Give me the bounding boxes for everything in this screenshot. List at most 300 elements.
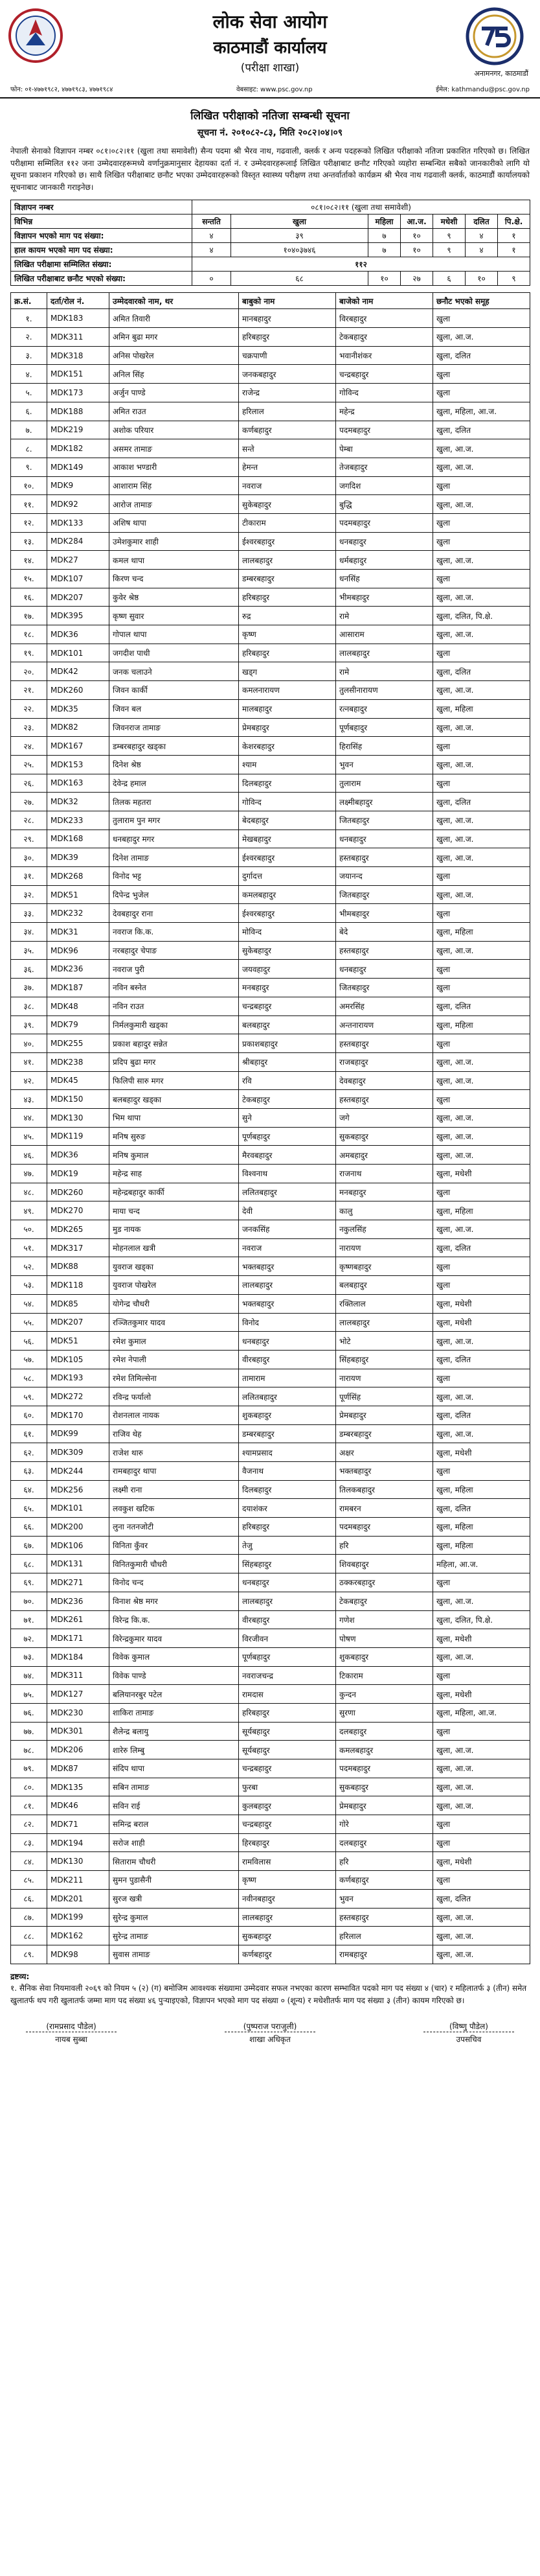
father-name-cell: चन्द्रबहादुर (239, 997, 336, 1015)
grandfather-name-cell: तुलसीनारायण (336, 681, 433, 700)
father-name-cell: डम्बरबहादुर (239, 1424, 336, 1443)
grandfather-name-cell: पूर्णसिंह (336, 1387, 433, 1406)
group-cell: खुला, दलित (433, 421, 530, 439)
candidate-name-cell: विनिता कुँवर (109, 1536, 239, 1555)
table-row (11, 588, 530, 607)
table-row (11, 662, 530, 681)
group-cell: खुला, दलित (433, 1499, 530, 1518)
roll-number-cell: MDK244 (47, 1462, 109, 1481)
candidate-name-cell: नविन राउत (109, 997, 239, 1015)
father-name-cell: तेजु (239, 1536, 336, 1555)
father-name-cell: भक्तबहादुर (239, 1257, 336, 1276)
group-cell: खुला, दलित (433, 793, 530, 811)
candidate-name-cell: अनिस पोखरेल (109, 346, 239, 365)
table-row (11, 1220, 530, 1239)
serial-cell: ३१. (11, 867, 47, 886)
group-cell: खुला (433, 1183, 530, 1201)
table-row (11, 1183, 530, 1201)
serial-cell: ४०. (11, 1034, 47, 1053)
roll-number-cell: MDK135 (47, 1778, 109, 1796)
group-cell: खुला (433, 476, 530, 495)
group-cell: खुला (433, 1369, 530, 1387)
serial-cell: ३९. (11, 1015, 47, 1034)
group-cell: खुला, आ.ज. (433, 681, 530, 700)
summary-ad-label: विज्ञापन नम्बर (11, 200, 192, 215)
table-row (11, 1666, 530, 1685)
signature-1 (26, 2021, 117, 2045)
table-row (11, 309, 530, 328)
table-row (11, 774, 530, 793)
father-name-cell: नवराज (239, 476, 336, 495)
grandfather-name-cell: हस्तबहादुर (336, 941, 433, 960)
group-cell: खुला, महिला, आ.ज. (433, 1703, 530, 1722)
candidate-name-cell: प्रदिप बुढा मगर (109, 1052, 239, 1071)
grandfather-name-cell: पदमबहादुर (336, 513, 433, 532)
serial-cell: ७५. (11, 1685, 47, 1704)
roll-number-cell: MDK88 (47, 1257, 109, 1276)
table-row (11, 1052, 530, 1071)
summary-total-label: लिखित परीक्षामा सम्मिलित संख्या: (11, 257, 192, 272)
summary-cell: ९ (433, 229, 466, 243)
group-cell: खुला (433, 737, 530, 756)
table-row (11, 1462, 530, 1481)
group-cell: खुला, दलित (433, 662, 530, 681)
candidate-name-cell: सविन राई (109, 1796, 239, 1815)
father-name-cell: कुलबहादुर (239, 1796, 336, 1815)
summary-cell: ६८ (231, 272, 368, 286)
candidate-name-cell: बलबहादुर खड्का (109, 1090, 239, 1109)
grandfather-name-cell: राजबहादुर (336, 1052, 433, 1071)
table-row (11, 1387, 530, 1406)
summary-total-row (11, 257, 530, 272)
column-header: छनौट भएको समूह (433, 293, 530, 309)
contact-line (10, 84, 530, 93)
table-row (11, 885, 530, 904)
candidate-name-cell: शैलेन्द्र बलायु (109, 1722, 239, 1741)
roll-number-cell: MDK85 (47, 1294, 109, 1313)
grandfather-name-cell: कमलबहादुर (336, 1741, 433, 1759)
candidate-name-cell: सुमन पुडासैनी (109, 1871, 239, 1890)
grandfather-name-cell: राजनाथ (336, 1165, 433, 1183)
group-cell: खुला, आ.ज. (433, 1927, 530, 1945)
roll-number-cell: MDK27 (47, 551, 109, 570)
candidate-name-cell: अशिष थापा (109, 513, 239, 532)
serial-cell: ८५. (11, 1871, 47, 1890)
roll-number-cell: MDK232 (47, 904, 109, 923)
roll-number-cell: MDK256 (47, 1480, 109, 1499)
group-cell: खुला, आ.ज. (433, 811, 530, 830)
table-row (11, 867, 530, 886)
website-text: वेबसाइट: www.psc.gov.np (236, 86, 313, 93)
father-name-cell: कर्णबहादुर (239, 421, 336, 439)
roll-number-cell: MDK206 (47, 1741, 109, 1759)
serial-cell: ५५. (11, 1313, 47, 1332)
table-row (11, 570, 530, 588)
table-row (11, 476, 530, 495)
candidate-name-cell: जिवन बल (109, 699, 239, 718)
grandfather-name-cell: हस्तबहादुर (336, 1034, 433, 1053)
roll-number-cell: MDK106 (47, 1536, 109, 1555)
candidate-name-cell: आरोज तामाङ (109, 495, 239, 514)
serial-cell: ७४. (11, 1666, 47, 1685)
group-cell: खुला, आ.ज. (433, 1387, 530, 1406)
table-row (11, 1908, 530, 1927)
table-row (11, 737, 530, 756)
group-cell: खुला, आ.ज. (433, 1908, 530, 1927)
candidate-name-cell: महेन्द्रबहादुर कार्की (109, 1183, 239, 1201)
roll-number-cell: MDK268 (47, 867, 109, 886)
candidate-name-cell: महेन्द्र साह (109, 1165, 239, 1183)
table-row (11, 439, 530, 458)
group-cell: खुला, आ.ज. (433, 1759, 530, 1778)
roll-number-cell: MDK42 (47, 662, 109, 681)
father-name-cell: राजेन्द्र (239, 384, 336, 402)
roll-number-cell: MDK184 (47, 1647, 109, 1666)
group-cell: खुला (433, 1573, 530, 1592)
father-name-cell: दिलबहादुर (239, 774, 336, 793)
group-cell: खुला (433, 1090, 530, 1109)
roll-number-cell: MDK261 (47, 1610, 109, 1629)
father-name-cell: रुद्र (239, 607, 336, 625)
roll-number-cell: MDK71 (47, 1815, 109, 1834)
father-name-cell: मोविन्द (239, 923, 336, 942)
father-name-cell: बेदबहादुर (239, 811, 336, 830)
table-row (11, 1257, 530, 1276)
table-row (11, 607, 530, 625)
grandfather-name-cell: महेन्द्र (336, 402, 433, 421)
serial-cell: २७. (11, 793, 47, 811)
group-cell: खुला (433, 1276, 530, 1295)
table-row (11, 513, 530, 532)
candidate-name-cell: सुवास तामाङ (109, 1945, 239, 1964)
grandfather-name-cell: चन्द्रबहादुर (336, 365, 433, 384)
father-name-cell: खड्ग (239, 662, 336, 681)
summary-selected-row (11, 272, 530, 286)
group-cell: खुला (433, 644, 530, 662)
table-row (11, 979, 530, 997)
signature-role: शाखा अधिकृत (225, 2032, 315, 2045)
footnote (10, 1971, 530, 2007)
group-cell: खुला, मधेशी (433, 1685, 530, 1704)
father-name-cell: लालबहादुर (239, 1276, 336, 1295)
table-row (11, 1332, 530, 1351)
father-name-cell: ईश्वरबहादुर (239, 532, 336, 551)
candidate-name-cell: प्रकाश बहादुर सन्नेत (109, 1034, 239, 1053)
location-caption: अनामनगर, काठमाडौं (474, 69, 528, 78)
father-name-cell: तामाराम (239, 1369, 336, 1387)
summary-head-cell: खुला (231, 215, 368, 229)
serial-cell: ७२. (11, 1629, 47, 1648)
candidate-name-cell: सरोज शाही (109, 1833, 239, 1852)
candidate-name-cell: मुड नायक (109, 1220, 239, 1239)
serial-cell: ४. (11, 365, 47, 384)
serial-cell: ६१. (11, 1424, 47, 1443)
grandfather-name-cell: जगदिश (336, 476, 433, 495)
roll-number-cell: MDK270 (47, 1201, 109, 1220)
grandfather-name-cell: देवबहादुर (336, 1071, 433, 1090)
serial-cell: १७. (11, 607, 47, 625)
table-row (11, 1778, 530, 1796)
organization-heading (0, 9, 540, 75)
candidate-name-cell: किरण चन्द (109, 570, 239, 588)
group-cell: खुला, मधेशी (433, 1165, 530, 1183)
roll-number-cell: MDK107 (47, 570, 109, 588)
summary-head-cell: सन्तति (192, 215, 231, 229)
footnote-text: १. सैनिक सेवा नियमावली २०६९ को नियम ५ (२) (ग) बमोजिम आवश्यक संख्यामा उम्मेदवार सफल नभएका कारण सम्भावित पदको माग पद संख्या ४ (चार) र महिलातर्फ ३ (तीन) समेत खुलातर्फ थप गरी खुलातर्फ जम्मा माग पद संख्या ४६ पुऱ्याइएको, विज्ञापन भएको माग पद संख्या ० (शून्य) र मधेशीतर्फ माग पद संख्या ३ (तीन) कायम गरिएको छ। (10, 1984, 527, 2005)
father-name-cell: गोविन्द (239, 793, 336, 811)
table-row (11, 923, 530, 942)
table-row (11, 495, 530, 514)
grandfather-name-cell: धर्मबहादुर (336, 551, 433, 570)
father-name-cell: लालबहादुर (239, 1592, 336, 1610)
table-row (11, 1852, 530, 1871)
candidate-name-cell: सबिन तामाङ (109, 1778, 239, 1796)
father-name-cell: सूर्यबहादुर (239, 1741, 336, 1759)
grandfather-name-cell: नकुलसिंह (336, 1220, 433, 1239)
roll-number-cell: MDK272 (47, 1387, 109, 1406)
grandfather-name-cell: लालबहादुर (336, 1313, 433, 1332)
group-cell: खुला, आ.ज. (433, 1220, 530, 1239)
father-name-cell: चक्रपाणी (239, 346, 336, 365)
grandfather-name-cell: रक्तिलाल (336, 1294, 433, 1313)
table-row (11, 1238, 530, 1257)
table-row (11, 1034, 530, 1053)
table-row (11, 1945, 530, 1964)
serial-cell: १४. (11, 551, 47, 570)
summary-head-row (11, 215, 530, 229)
serial-cell: ७८. (11, 1741, 47, 1759)
grandfather-name-cell: लक्ष्मीबहादुर (336, 793, 433, 811)
father-name-cell: विरजीवन (239, 1629, 336, 1648)
table-row (11, 1443, 530, 1462)
grandfather-name-cell: अमबहादुर (336, 1146, 433, 1165)
candidate-name-cell: सुरेन्द्र तामाङ (109, 1927, 239, 1945)
group-cell: खुला (433, 1257, 530, 1276)
roll-number-cell: MDK236 (47, 1592, 109, 1610)
candidate-name-cell: राजिव थेह (109, 1424, 239, 1443)
candidate-name-cell: विनोद भट्ट (109, 867, 239, 886)
father-name-cell: सुने (239, 1108, 336, 1127)
father-name-cell: दुर्गादत्त (239, 867, 336, 886)
table-row (11, 644, 530, 662)
serial-cell: २३. (11, 718, 47, 737)
father-name-cell: नवीनबहादुर (239, 1889, 336, 1908)
roll-number-cell: MDK96 (47, 941, 109, 960)
father-name-cell: श्याम (239, 755, 336, 774)
table-row (11, 1015, 530, 1034)
grandfather-name-cell: हस्तबहादुर (336, 1090, 433, 1109)
org-name: लोक सेवा आयोग (212, 11, 328, 32)
column-header: उम्मेदवारको नाम, थर (109, 293, 239, 309)
grandfather-name-cell: हस्तबहादुर (336, 848, 433, 867)
father-name-cell: लालबहादुर (239, 1908, 336, 1927)
group-cell: खुला, आ.ज. (433, 1052, 530, 1071)
notice-title: लिखित परीक्षाको नतिजा सम्बन्धी सूचना (190, 110, 350, 122)
roll-number-cell: MDK271 (47, 1573, 109, 1592)
signature-block (26, 2021, 514, 2045)
grandfather-name-cell: सिंहबहादुर (336, 1350, 433, 1369)
group-cell: खुला (433, 1815, 530, 1834)
table-row (11, 1573, 530, 1592)
grandfather-name-cell: धनबहादुर (336, 960, 433, 979)
grandfather-name-cell: धनबहादुर (336, 532, 433, 551)
candidate-name-cell: लुना नतनजोटी (109, 1518, 239, 1537)
candidate-name-cell: नवराज पुरी (109, 960, 239, 979)
table-row (11, 551, 530, 570)
group-cell: खुला, दलित (433, 1889, 530, 1908)
table-row (11, 1369, 530, 1387)
serial-cell: ५६. (11, 1332, 47, 1351)
serial-cell: ३५. (11, 941, 47, 960)
summary-cell: १०४०३७४६ (231, 243, 368, 257)
group-cell: खुला, आ.ज. (433, 328, 530, 347)
serial-cell: ७७. (11, 1722, 47, 1741)
serial-cell: ४७. (11, 1165, 47, 1183)
summary-total-value: ११२ (192, 257, 530, 272)
candidate-name-cell: सुरज खत्री (109, 1889, 239, 1908)
signature-role: उपसचिव (423, 2032, 514, 2045)
roll-number-cell: MDK51 (47, 885, 109, 904)
table-row (11, 1499, 530, 1518)
group-cell: खुला, आ.ज. (433, 588, 530, 607)
group-cell: खुला, दलित (433, 1238, 530, 1257)
serial-cell: ३४. (11, 923, 47, 942)
grandfather-name-cell: हिरासिंह (336, 737, 433, 756)
roll-number-cell: MDK99 (47, 1424, 109, 1443)
candidate-name-cell: आकाश भण्डारी (109, 458, 239, 476)
roll-number-cell: MDK230 (47, 1703, 109, 1722)
candidate-name-cell: लवकुश खटिक (109, 1499, 239, 1518)
roll-number-cell: MDK168 (47, 830, 109, 848)
serial-cell: ५३. (11, 1276, 47, 1295)
serial-cell: ४१. (11, 1052, 47, 1071)
group-cell: खुला, दलित (433, 1406, 530, 1424)
father-name-cell: सूर्यबहादुर (239, 1722, 336, 1741)
candidate-name-cell: उमेशकुमार शाही (109, 532, 239, 551)
candidate-name-cell: रोशनलाल नायक (109, 1406, 239, 1424)
grandfather-name-cell: पोषण (336, 1629, 433, 1648)
candidate-name-cell: देवेन्द्र हमाल (109, 774, 239, 793)
father-name-cell: हेमन्त (239, 458, 336, 476)
serial-cell: १. (11, 309, 47, 328)
father-name-cell: बलबहादुर (239, 1015, 336, 1034)
summary-row-label: विज्ञापन भएको माग पद संख्या: (11, 229, 192, 243)
roll-number-cell: MDK260 (47, 681, 109, 700)
serial-cell: ५७. (11, 1350, 47, 1369)
father-name-cell: देवी (239, 1201, 336, 1220)
father-name-cell: हिरबहादुर (239, 1833, 336, 1852)
grandfather-name-cell: हरिलाल (336, 1927, 433, 1945)
candidate-name-cell: नवराज कि.क. (109, 923, 239, 942)
table-row (11, 402, 530, 421)
grandfather-name-cell: सुकबहादुर (336, 1127, 433, 1146)
father-name-cell: कृष्ण (239, 625, 336, 644)
serial-cell: ८. (11, 439, 47, 458)
group-cell: खुला, दलित, पि.क्षे. (433, 607, 530, 625)
serial-cell: ८९. (11, 1945, 47, 1964)
roll-number-cell: MDK130 (47, 1852, 109, 1871)
grandfather-name-cell: जितबहादुर (336, 979, 433, 997)
candidate-name-cell: नविन बस्नेत (109, 979, 239, 997)
summary-cell: ४ (192, 229, 231, 243)
serial-cell: ८२. (11, 1815, 47, 1834)
table-row (11, 941, 530, 960)
candidate-name-cell: धनबहादुर मगर (109, 830, 239, 848)
table-row (11, 384, 530, 402)
grandfather-name-cell: पूर्णबहादुर (336, 718, 433, 737)
table-row (11, 997, 530, 1015)
group-cell: खुला, आ.ज. (433, 1127, 530, 1146)
summary-selected-label: लिखित परीक्षाबाट छनौट भएको संख्या: (11, 272, 192, 286)
father-name-cell: मानबहादुर (239, 309, 336, 328)
table-row (11, 1815, 530, 1834)
grandfather-name-cell: भुवन (336, 1889, 433, 1908)
serial-cell: २६. (11, 774, 47, 793)
father-name-cell: प्रेमबहादुर (239, 718, 336, 737)
candidate-name-cell: विनोद चन्द (109, 1573, 239, 1592)
roll-number-cell: MDK171 (47, 1629, 109, 1648)
group-cell: खुला, दलित (433, 1350, 530, 1369)
signature-role: नायब सुब्बा (26, 2032, 117, 2045)
table-row (11, 1165, 530, 1183)
roll-number-cell: MDK200 (47, 1518, 109, 1537)
serial-cell: ५०. (11, 1220, 47, 1239)
serial-cell: ६४. (11, 1480, 47, 1499)
roll-number-cell: MDK188 (47, 402, 109, 421)
candidate-name-cell: फिलिपी सारु मगर (109, 1071, 239, 1090)
grandfather-name-cell: जितबहादुर (336, 885, 433, 904)
candidate-name-cell: अमिन बुढा मगर (109, 328, 239, 347)
group-cell: खुला (433, 1871, 530, 1890)
roll-number-cell: MDK118 (47, 1276, 109, 1295)
father-name-cell: सिंहबहादुर (239, 1555, 336, 1573)
signature-2 (225, 2021, 315, 2045)
candidate-name-cell: भिम थापा (109, 1108, 239, 1127)
grandfather-name-cell: बुद्धि (336, 495, 433, 514)
candidate-name-cell: कमल थापा (109, 551, 239, 570)
roll-number-cell: MDK92 (47, 495, 109, 514)
table-row (11, 1518, 530, 1537)
grandfather-name-cell: अमरसिंह (336, 997, 433, 1015)
grandfather-name-cell: आसाराम (336, 625, 433, 644)
summary-cell: ४ (192, 243, 231, 257)
father-name-cell: कृष्ण (239, 1871, 336, 1890)
grandfather-name-cell: पदमबहादुर (336, 421, 433, 439)
candidate-name-cell: जगदीश पाधी (109, 644, 239, 662)
group-cell: खुला, आ.ज. (433, 1796, 530, 1815)
serial-cell: २२. (11, 699, 47, 718)
serial-cell: ८१. (11, 1796, 47, 1815)
candidate-name-cell: जिवन कार्की (109, 681, 239, 700)
group-cell: खुला, आ.ज. (433, 1778, 530, 1796)
roll-number-cell: MDK170 (47, 1406, 109, 1424)
grandfather-name-cell: शिवबहादुर (336, 1555, 433, 1573)
grandfather-name-cell: हरि (336, 1852, 433, 1871)
table-row (11, 811, 530, 830)
serial-cell: १६. (11, 588, 47, 607)
grandfather-name-cell: दलबहादुर (336, 1833, 433, 1852)
group-cell: खुला, महिला, आ.ज. (433, 402, 530, 421)
grandfather-name-cell: भुवन (336, 755, 433, 774)
roll-number-cell: MDK199 (47, 1908, 109, 1927)
table-row (11, 904, 530, 923)
serial-cell: ८७. (11, 1908, 47, 1927)
table-row (11, 1201, 530, 1220)
roll-number-cell: MDK193 (47, 1369, 109, 1387)
serial-cell: ७३. (11, 1647, 47, 1666)
signature-3 (423, 2021, 514, 2045)
candidate-name-cell: रमेश कुमाल (109, 1332, 239, 1351)
